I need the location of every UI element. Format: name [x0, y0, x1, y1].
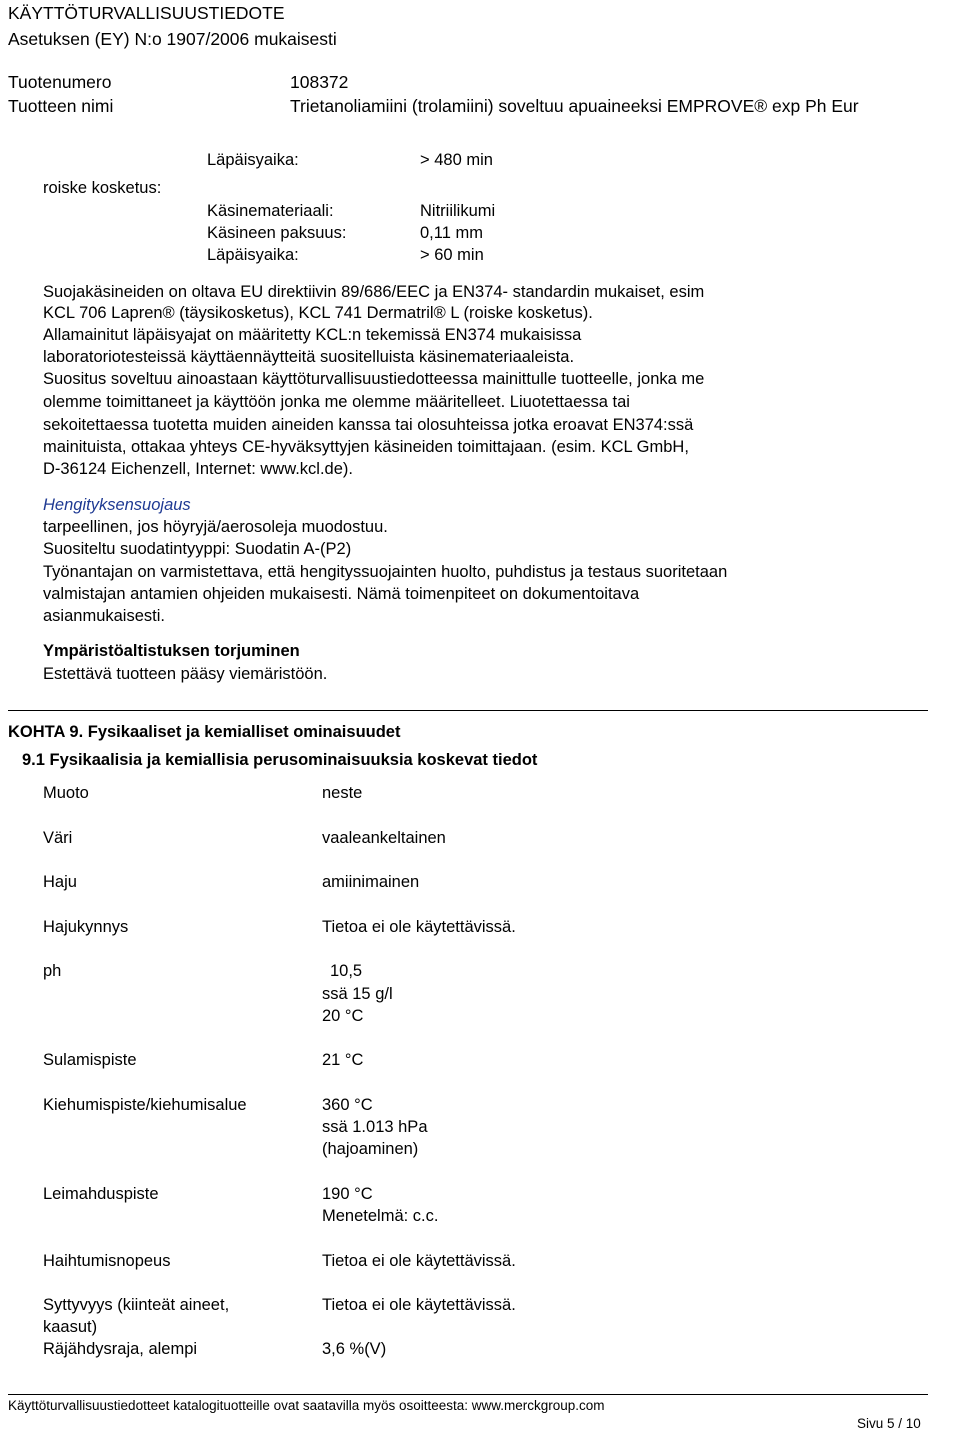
- property-value: 21 °C: [322, 1051, 364, 1069]
- respiratory-line: tarpeellinen, jos höyryjä/aerosoleja muodostuu.: [43, 518, 388, 536]
- property-label-cont: kaasut): [43, 1318, 98, 1336]
- property-value: 20 °C: [322, 1007, 364, 1025]
- breakthrough-value-1: > 480 min: [420, 151, 493, 169]
- glove-text-line: Allamainitut läpäisyajat on määritetty KCL:n tekemissä EN374 mukaisissa: [43, 326, 582, 344]
- property-value: neste: [322, 784, 363, 802]
- product-name-label: Tuotteen nimi: [8, 96, 114, 116]
- property-value: 3,6 %(V): [322, 1340, 387, 1358]
- product-number-value: 108372: [290, 72, 349, 92]
- glove-material-value: Nitriilikumi: [420, 202, 496, 220]
- section-9-1-heading: 9.1 Fysikaalisia ja kemiallisia perusominaisuuksia koskevat tiedot: [22, 751, 538, 769]
- property-value: amiinimainen: [322, 873, 420, 891]
- glove-text-line: KCL 706 Lapren® (täysikosketus), KCL 741 Dermatril® L (roiske kosketus).: [43, 304, 593, 322]
- glove-text-line: D-36124 Eichenzell, Internet: www.kcl.de).: [43, 460, 353, 478]
- breakthrough-value-2: > 60 min: [420, 246, 484, 264]
- environment-heading: Ympäristöaltistuksen torjuminen: [43, 642, 300, 660]
- glove-text-line: sekoitettaessa tuotetta muiden aineiden kanssa tai olosuhteissa jotka eroavat EN374:ssä: [43, 416, 694, 434]
- respiratory-heading: Hengityksensuojaus: [43, 496, 191, 514]
- section-9-heading: KOHTA 9. Fysikaaliset ja kemialliset ominaisuudet: [8, 723, 401, 741]
- glove-thickness-value: 0,11 mm: [420, 224, 483, 242]
- property-value: Menetelmä: c.c.: [322, 1207, 439, 1225]
- respiratory-line: Työnantajan on varmistettava, että hengityssuojainten huolto, puhdistus ja testaus suoritetaan: [43, 563, 728, 581]
- document-title: KÄYTTÖTURVALLISUUSTIEDOTE: [8, 3, 285, 23]
- property-value: ssä 15 g/l: [322, 985, 393, 1003]
- glove-material-label: Käsinemateriaali:: [207, 202, 334, 220]
- property-value: ssä 1.013 hPa: [322, 1118, 428, 1136]
- property-value: Tietoa ei ole käytettävissä.: [322, 918, 516, 936]
- glove-text-line: Suositus soveltuu ainoastaan käyttöturvallisuustiedotteessa mainittulle tuotteelle, jonka me: [43, 370, 705, 388]
- property-value: 10,5: [330, 962, 363, 980]
- glove-text-line: olemme toimittaneet ja käyttöön jonka me olemme määritelleet. Liuotettaessa tai: [43, 393, 630, 411]
- property-value: Tietoa ei ole käytettävissä.: [322, 1296, 516, 1314]
- footer-note: Käyttöturvallisuustiedotteet katalogituotteille ovat saatavilla myös osoitteesta: www.merckgroup.com: [8, 1398, 605, 1413]
- glove-thickness-label: Käsineen paksuus:: [207, 224, 347, 242]
- property-value: 360 °C: [322, 1096, 373, 1114]
- property-label: Haihtumisnopeus: [43, 1252, 171, 1270]
- property-label: Leimahduspiste: [43, 1185, 159, 1203]
- property-label: Haju: [43, 873, 77, 891]
- property-label: Sulamispiste: [43, 1051, 137, 1069]
- footer-divider: [8, 1394, 928, 1395]
- respiratory-line: Suositeltu suodatintyyppi: Suodatin A-(P2): [43, 540, 352, 558]
- property-label: Kiehumispiste/kiehumisalue: [43, 1096, 247, 1114]
- page-number: Sivu 5 / 10: [857, 1416, 921, 1431]
- respiratory-line: valmistajan antamien ohjeiden mukaisesti. Nämä toimenpiteet on dokumentoitava: [43, 585, 640, 603]
- respiratory-line: asianmukaisesti.: [43, 607, 165, 625]
- breakthrough-label-2: Läpäisyaika:: [207, 246, 299, 264]
- glove-text-line: Suojakäsineiden on oltava EU direktiivin 89/686/EEC ja EN374- standardin mukaiset, esim: [43, 283, 705, 301]
- splash-contact-label: roiske kosketus:: [43, 179, 162, 197]
- property-label: Väri: [43, 829, 73, 847]
- product-number-label: Tuotenumero: [8, 72, 112, 92]
- breakthrough-label-1: Läpäisyaika:: [207, 151, 299, 169]
- glove-text-line: laboratoriotesteissä käyttäennäytteitä suositelluista käsinemateriaaleista.: [43, 348, 575, 366]
- property-value: (hajoaminen): [322, 1140, 419, 1158]
- property-label: Syttyvyys (kiinteät aineet,: [43, 1296, 230, 1314]
- property-value: 190 °C: [322, 1185, 373, 1203]
- product-name-value: Trietanoliamiini (trolamiini) soveltuu apuaineeksi EMPROVE® exp Ph Eur: [290, 96, 859, 116]
- property-label: ph: [43, 962, 62, 980]
- property-value: vaaleankeltainen: [322, 829, 446, 847]
- section-divider: [8, 710, 928, 711]
- property-label: Räjähdysraja, alempi: [43, 1340, 198, 1358]
- property-value: Tietoa ei ole käytettävissä.: [322, 1252, 516, 1270]
- property-label: Muoto: [43, 784, 89, 802]
- environment-text: Estettävä tuotteen pääsy viemäristöön.: [43, 665, 328, 683]
- glove-text-line: mainituista, ottakaa yhteys CE-hyväksyttyjen käsineiden toimittajaan. (esim. KCL GmbH,: [43, 438, 689, 456]
- property-label: Hajukynnys: [43, 918, 129, 936]
- regulation-line: Asetuksen (EY) N:o 1907/2006 mukaisesti: [8, 29, 337, 49]
